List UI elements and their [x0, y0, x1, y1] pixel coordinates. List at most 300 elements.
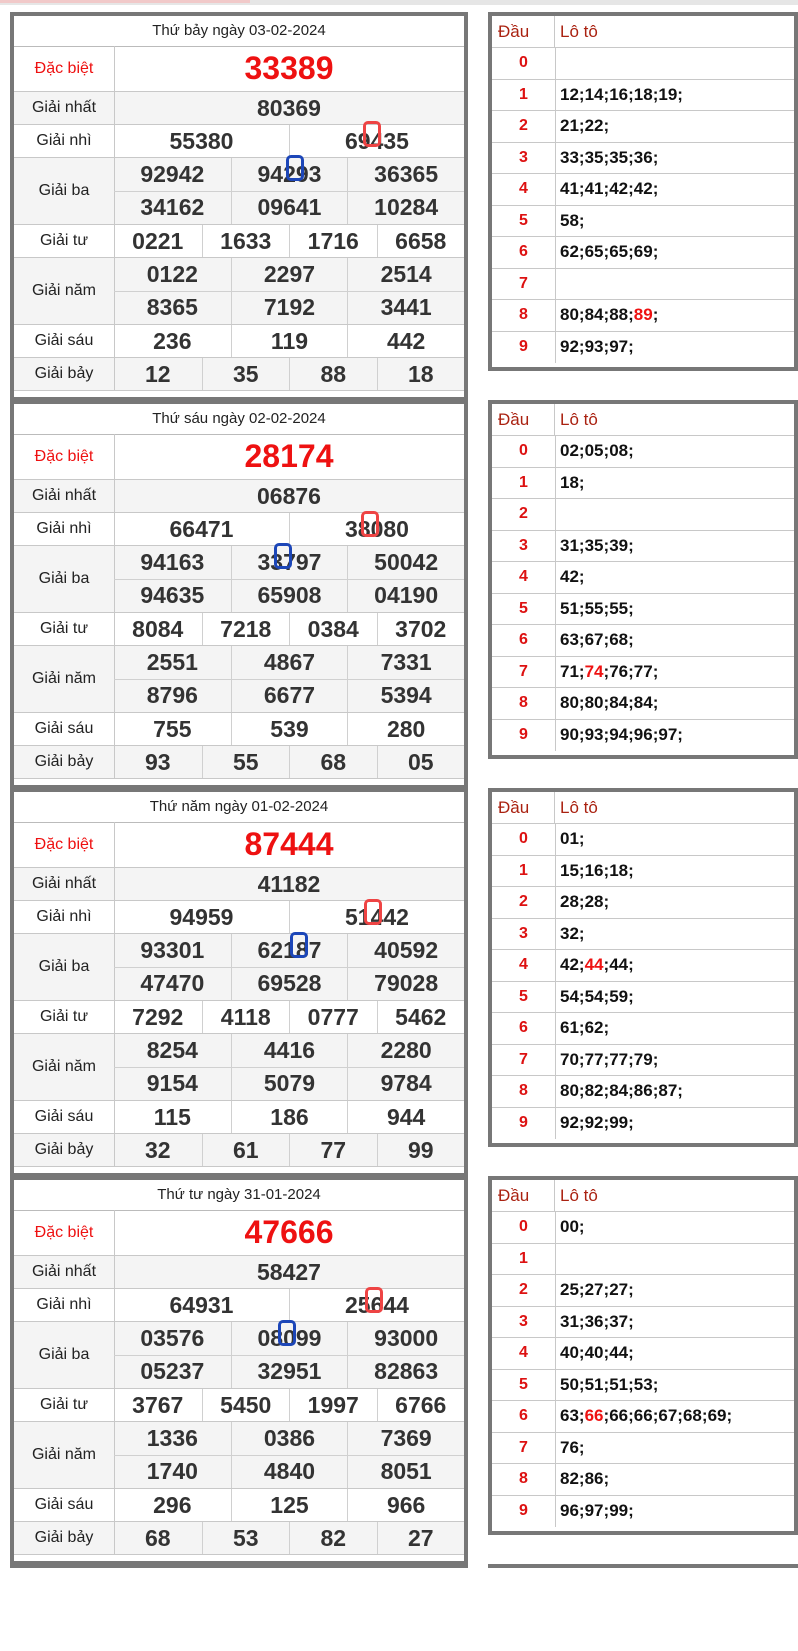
loto-row	[492, 436, 794, 468]
prize-row-first	[14, 92, 464, 125]
loto-digit: 9	[492, 1496, 556, 1528]
prize-number: 755	[153, 715, 192, 742]
loto-digit: 0	[492, 436, 556, 467]
prize-number: 99	[377, 1134, 465, 1166]
loto-value: 99	[609, 1501, 629, 1521]
loto-values: 80 ; 82 ; 84 ; 86 ; 87 ;	[560, 1081, 683, 1101]
loto-header	[492, 16, 794, 48]
prize-number: 93000	[347, 1322, 464, 1355]
loto-value: 66	[584, 1406, 604, 1426]
prize-number: 0384	[289, 613, 377, 645]
loto-value: 76	[560, 1437, 579, 1457]
loto-table	[488, 1176, 798, 1535]
prize-number: 34162	[140, 194, 205, 220]
result-block	[10, 1176, 798, 1582]
prize-number: 1633	[202, 225, 290, 257]
loto-digit: 1	[492, 80, 556, 111]
loto-header	[492, 792, 794, 824]
prize-number: 77	[289, 1134, 377, 1166]
prize-number: 93	[144, 748, 171, 775]
prize-numbers	[114, 1210, 464, 1255]
prize-label: Giải năm	[14, 1034, 115, 1100]
loto-value: 00	[560, 1217, 579, 1237]
loto-value: 82	[560, 1469, 579, 1489]
prize-label: Giải nhì	[14, 901, 115, 933]
row-divider	[114, 191, 464, 192]
loto-digit: 7	[492, 657, 556, 688]
prize-label: Giải ba	[14, 158, 115, 224]
loto-row	[492, 1108, 794, 1140]
prize-label: Giải tư	[14, 613, 115, 645]
loto-digit: 4	[492, 1338, 556, 1369]
loto-value: 16	[609, 84, 629, 104]
prize-numbers	[114, 1134, 464, 1166]
loto-row	[492, 950, 794, 982]
prize-number: 09641	[231, 191, 348, 224]
prize-row-third	[14, 1322, 464, 1389]
loto-value: 68	[682, 1406, 702, 1426]
loto-digit: 7	[492, 269, 556, 300]
prize-number: 280	[347, 713, 464, 745]
prize-number: 80369	[257, 94, 321, 121]
prize-number: 3441	[347, 291, 464, 324]
prize-number: 05	[377, 746, 465, 778]
prize-table	[10, 12, 468, 401]
prize-number: 03576	[140, 1325, 205, 1351]
loto-values: 01 ;	[560, 829, 585, 849]
prize-numbers	[114, 822, 464, 867]
top-divider	[0, 0, 798, 5]
loto-value: 65	[584, 242, 604, 262]
loto-digit: 7	[492, 1433, 556, 1464]
loto-value: 80	[560, 693, 579, 713]
loto-row	[492, 1045, 794, 1077]
loto-value: 84	[609, 693, 629, 713]
prize-row-sixth	[14, 325, 464, 358]
loto-values: 80 ; 80 ; 84 ; 84 ;	[560, 693, 659, 713]
prize-number: 55	[202, 746, 290, 778]
prize-row-first	[14, 480, 464, 513]
loto-digit: 7	[492, 1045, 556, 1076]
loto-values: 58 ;	[560, 210, 585, 230]
loto-value: 93	[584, 337, 604, 357]
prize-number: 12	[144, 360, 171, 387]
prize-number: 6658	[377, 225, 465, 257]
next-loto-table-edge	[488, 1564, 798, 1568]
prize-row-fourth	[14, 613, 464, 646]
loto-value: 15	[560, 860, 579, 880]
loto-value: 44	[609, 955, 629, 975]
prize-numbers	[114, 513, 464, 545]
prize-number: 32	[144, 1136, 171, 1163]
loto-values	[555, 1244, 794, 1275]
loto-col-label: Lô tô	[560, 409, 598, 429]
prize-number: 442	[347, 325, 464, 357]
prize-label: Giải nhì	[14, 513, 115, 545]
prize-number: 9784	[347, 1067, 464, 1100]
loto-value: 42	[560, 955, 579, 975]
draw-date-title: Thứ năm ngày 01-02-2024	[14, 792, 464, 823]
loto-values: 96 ; 97 ; 99 ;	[560, 1501, 634, 1521]
loto-header	[492, 1180, 794, 1212]
prize-label: Giải nhất	[14, 480, 115, 512]
prize-number: 2280	[347, 1034, 464, 1067]
prize-label: Giải tư	[14, 225, 115, 257]
prize-number: 51442	[289, 901, 464, 933]
prize-number: 296	[153, 1491, 192, 1518]
loto-value: 19	[658, 84, 678, 104]
prize-numbers	[114, 1489, 464, 1521]
loto-value: 31	[560, 535, 579, 555]
loto-value: 92	[560, 337, 579, 357]
loto-digit: 1	[492, 1244, 556, 1275]
loto-digit: 2	[492, 499, 556, 530]
prize-row-first	[14, 868, 464, 901]
loto-row	[492, 1433, 794, 1465]
prize-row-fifth	[14, 1422, 464, 1489]
loto-row	[492, 1370, 794, 1402]
prize-number: 7369	[347, 1422, 464, 1455]
result-block	[10, 400, 798, 806]
prize-label: Giải năm	[14, 258, 115, 324]
prize-row-sixth	[14, 713, 464, 746]
draw-date-title: Thứ tư ngày 31-01-2024	[14, 1180, 464, 1211]
loto-value: 21	[560, 116, 579, 136]
loto-value: 25	[560, 1280, 579, 1300]
loto-value: 77	[609, 1049, 629, 1069]
loto-value: 35	[584, 147, 604, 167]
prize-label: Giải ba	[14, 934, 115, 1000]
prize-number: 4416	[231, 1034, 348, 1067]
loto-value: 67	[584, 630, 604, 650]
prize-label: Giải nhì	[14, 1289, 115, 1321]
prize-row-fifth	[14, 258, 464, 325]
prize-numbers	[114, 746, 464, 778]
loto-row	[492, 1212, 794, 1244]
loto-value: 36	[584, 1311, 604, 1331]
loto-value: 84	[609, 1081, 629, 1101]
loto-row	[492, 720, 794, 752]
loto-digit: 2	[492, 1275, 556, 1306]
loto-values: 18 ;	[560, 472, 585, 492]
prize-number: 53	[202, 1522, 290, 1554]
loto-value: 28	[560, 892, 579, 912]
loto-value: 18	[560, 472, 579, 492]
loto-row	[492, 1401, 794, 1433]
loto-digit: 4	[492, 950, 556, 981]
loto-value: 92	[560, 1113, 579, 1133]
loto-row	[492, 237, 794, 269]
loto-value: 51	[560, 598, 579, 618]
prize-row-seventh	[14, 746, 464, 779]
prize-number: 58427	[257, 1258, 321, 1285]
row-divider	[114, 579, 464, 580]
prize-numbers	[114, 225, 464, 257]
loto-values	[555, 499, 794, 530]
loto-value: 96	[560, 1501, 579, 1521]
loto-head-label: Đầu	[492, 792, 555, 823]
prize-label: Giải sáu	[14, 325, 115, 357]
loto-col-label: Lô tô	[560, 21, 598, 41]
loto-row	[492, 1244, 794, 1276]
prize-number: 8051	[347, 1455, 464, 1488]
highlight-mark	[278, 1320, 296, 1346]
prize-row-special	[14, 1210, 464, 1256]
loto-values: 80 ; 84 ; 88 ; 89 ;	[560, 305, 659, 325]
prize-number: 3702	[377, 613, 465, 645]
loto-value: 88	[609, 305, 629, 325]
prize-number: 6677	[231, 679, 348, 712]
prize-number: 33389	[244, 50, 334, 86]
prize-number: 7218	[202, 613, 290, 645]
prize-number: 92942	[140, 161, 205, 187]
prize-numbers	[114, 613, 464, 645]
loto-value: 89	[633, 305, 653, 325]
loto-digit: 5	[492, 206, 556, 237]
prize-numbers	[114, 1389, 464, 1421]
prize-numbers	[114, 1522, 464, 1554]
loto-value: 16	[584, 860, 604, 880]
prize-number: 47666	[244, 1214, 334, 1250]
loto-value: 18	[609, 860, 629, 880]
prize-number: 9154	[146, 1070, 198, 1096]
loto-value: 40	[560, 1343, 579, 1363]
prize-number: 69435	[289, 125, 464, 157]
result-block	[10, 12, 798, 418]
prize-number: 0221	[132, 227, 184, 254]
loto-row	[492, 1464, 794, 1496]
loto-value: 14	[584, 84, 604, 104]
prize-numbers	[114, 1289, 464, 1321]
result-block	[10, 788, 798, 1194]
prize-row-fourth	[14, 225, 464, 258]
loto-value: 76	[609, 661, 629, 681]
highlight-mark	[365, 1287, 383, 1313]
prize-row-sixth	[14, 1101, 464, 1134]
loto-value: 62	[560, 242, 579, 262]
prize-numbers	[114, 358, 464, 390]
prize-numbers	[114, 258, 464, 324]
prize-table	[10, 788, 468, 1177]
loto-value: 27	[609, 1280, 629, 1300]
prize-number: 2297	[231, 258, 348, 291]
prize-number: 1716	[289, 225, 377, 257]
prize-number: 8254	[146, 1037, 198, 1063]
loto-value: 99	[609, 1113, 629, 1133]
loto-digit: 2	[492, 111, 556, 142]
loto-digit: 0	[492, 1212, 556, 1243]
loto-value: 97	[609, 337, 629, 357]
loto-row	[492, 1338, 794, 1370]
prize-number: 8084	[132, 615, 184, 642]
prize-table	[10, 400, 468, 789]
prize-label: Giải nhất	[14, 92, 115, 124]
loto-value: 53	[633, 1374, 653, 1394]
prize-number: 69528	[231, 967, 348, 1000]
loto-values: 28 ; 28 ;	[560, 892, 610, 912]
prize-number: 50042	[347, 546, 464, 579]
loto-digit: 1	[492, 856, 556, 887]
prize-number: 61	[202, 1134, 290, 1166]
prize-label: Đặc biệt	[14, 434, 115, 479]
prize-row-special	[14, 46, 464, 92]
loto-col-label: Lô tô	[560, 1185, 598, 1205]
loto-value: 97	[658, 725, 678, 745]
prize-label: Giải bảy	[14, 746, 115, 778]
loto-values: 31 ; 35 ; 39 ;	[560, 535, 634, 555]
loto-value: 42	[633, 179, 653, 199]
prize-number: 4867	[231, 646, 348, 679]
prize-number: 18	[377, 358, 465, 390]
loto-value: 92	[584, 1113, 604, 1133]
loto-row	[492, 919, 794, 951]
prize-numbers	[114, 92, 464, 124]
loto-values: 76 ;	[560, 1437, 585, 1457]
loto-value: 39	[609, 535, 629, 555]
prize-number: 68	[144, 1524, 171, 1551]
prize-number: 3767	[132, 1391, 184, 1418]
loto-head-label: Đầu	[492, 1180, 555, 1211]
loto-digit: 6	[492, 237, 556, 268]
prize-number: 8365	[146, 294, 198, 320]
prize-label: Giải tư	[14, 1389, 115, 1421]
loto-value: 35	[609, 147, 629, 167]
prize-number: 1740	[146, 1458, 198, 1484]
loto-header	[492, 404, 794, 436]
loto-row	[492, 1076, 794, 1108]
prize-numbers	[114, 713, 464, 745]
prize-row-special	[14, 434, 464, 480]
prize-label: Giải sáu	[14, 1101, 115, 1133]
loto-value: 22	[584, 116, 604, 136]
prize-table	[10, 1176, 468, 1565]
loto-value: 70	[560, 1049, 579, 1069]
loto-row	[492, 1307, 794, 1339]
loto-table	[488, 400, 798, 759]
loto-value: 42	[560, 567, 579, 587]
prize-row-second	[14, 1289, 464, 1322]
loto-value: 18	[633, 84, 653, 104]
prize-number: 87444	[244, 826, 334, 862]
loto-values: 31 ; 36 ; 37 ;	[560, 1311, 634, 1331]
loto-value: 71	[560, 661, 579, 681]
loto-digit: 8	[492, 688, 556, 719]
prize-label: Giải sáu	[14, 1489, 115, 1521]
loto-value: 63	[560, 1406, 579, 1426]
loto-value: 05	[584, 441, 604, 461]
prize-number: 4118	[202, 1001, 290, 1033]
loto-value: 58	[560, 210, 579, 230]
highlight-mark	[364, 899, 382, 925]
prize-number: 236	[153, 327, 192, 354]
loto-row	[492, 625, 794, 657]
prize-row-second	[14, 513, 464, 546]
loto-value: 55	[584, 598, 604, 618]
loto-digit: 9	[492, 1108, 556, 1140]
loto-value: 68	[609, 630, 629, 650]
prize-number: 7331	[347, 646, 464, 679]
prize-number: 5462	[377, 1001, 465, 1033]
loto-values	[555, 269, 794, 300]
loto-digit: 3	[492, 1307, 556, 1338]
loto-value: 69	[707, 1406, 727, 1426]
prize-number: 32951	[231, 1355, 348, 1388]
loto-row	[492, 657, 794, 689]
prize-label: Giải ba	[14, 1322, 115, 1388]
loto-value: 65	[609, 242, 629, 262]
prize-numbers	[114, 46, 464, 91]
prize-row-fourth	[14, 1389, 464, 1422]
highlight-mark	[274, 543, 292, 569]
prize-number: 35	[202, 358, 290, 390]
prize-row-special	[14, 822, 464, 868]
loto-col-label: Lô tô	[560, 797, 598, 817]
next-prize-table-edge	[10, 1564, 468, 1568]
loto-table	[488, 788, 798, 1147]
loto-values: 63 ; 66 ; 66 ; 66 ; 67 ; 68 ; 69 ;	[560, 1406, 733, 1426]
prize-number: 65908	[231, 579, 348, 612]
prize-numbers	[114, 1001, 464, 1033]
loto-row	[492, 531, 794, 563]
loto-value: 08	[609, 441, 629, 461]
prize-row-third	[14, 158, 464, 225]
prize-row-seventh	[14, 1134, 464, 1167]
loto-row	[492, 499, 794, 531]
loto-digit: 4	[492, 562, 556, 593]
prize-number: 0122	[146, 261, 198, 287]
loto-value: 77	[584, 1049, 604, 1069]
loto-value: 80	[584, 693, 604, 713]
prize-label: Giải nhất	[14, 868, 115, 900]
loto-row	[492, 269, 794, 301]
row-divider	[114, 967, 464, 968]
loto-value: 96	[633, 725, 653, 745]
prize-label: Giải sáu	[14, 713, 115, 745]
loto-digit: 3	[492, 919, 556, 950]
prize-number: 2551	[146, 649, 198, 675]
prize-numbers	[114, 480, 464, 512]
loto-value: 41	[584, 179, 604, 199]
loto-row	[492, 688, 794, 720]
loto-value: 31	[560, 1311, 579, 1331]
loto-digit: 2	[492, 887, 556, 918]
loto-row	[492, 468, 794, 500]
loto-value: 69	[633, 242, 653, 262]
loto-row	[492, 332, 794, 364]
prize-row-seventh	[14, 1522, 464, 1555]
loto-values: 15 ; 16 ; 18 ;	[560, 860, 634, 880]
prize-number: 66471	[169, 515, 234, 542]
loto-row	[492, 174, 794, 206]
loto-values: 00 ;	[560, 1217, 585, 1237]
loto-values: 50 ; 51 ; 51 ; 53 ;	[560, 1374, 659, 1394]
prize-number: 55380	[169, 127, 234, 154]
loto-value: 50	[560, 1374, 579, 1394]
loto-values: 41 ; 41 ; 42 ; 42 ;	[560, 179, 659, 199]
loto-value: 44	[584, 955, 604, 975]
loto-value: 51	[609, 1374, 629, 1394]
prize-number: 944	[347, 1101, 464, 1133]
loto-values: 70 ; 77 ; 77 ; 79 ;	[560, 1049, 659, 1069]
prize-number: 125	[231, 1489, 348, 1521]
loto-head-label: Đầu	[492, 16, 555, 47]
prize-number: 4840	[231, 1455, 348, 1488]
loto-digit: 3	[492, 143, 556, 174]
prize-number: 47470	[140, 970, 205, 996]
loto-value: 80	[560, 305, 579, 325]
loto-digit: 5	[492, 982, 556, 1013]
prize-label: Giải nhì	[14, 125, 115, 157]
